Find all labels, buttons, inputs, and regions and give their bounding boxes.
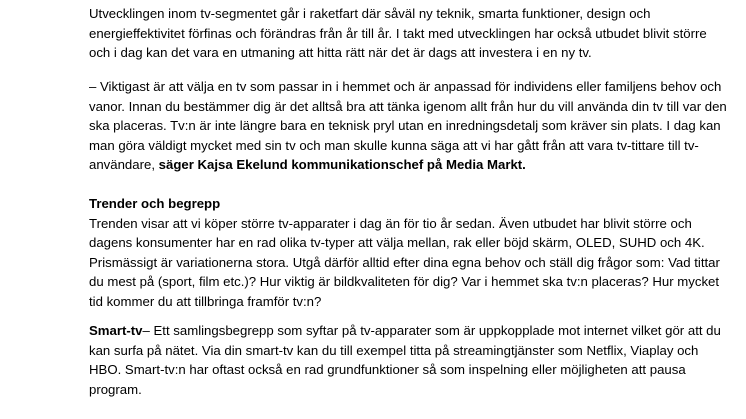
quote-text: – Viktigast är att välja en tv som passar in i hemmet och är anpassad för individens eller familjens behov och vanor. Innan du bestämmer dig är det alltså bra att tänka igenom allt från hur du vill använda din tv till var den ska placeras. Tv:n är inte längre bara en teknisk pryl utan en inredningsdetalj som kräver sin plats. I dag kan man göra väldigt mycket med sin tv och man skulle kunna säga att vi har gått från att vara tv-tittare till tv-användare, <box>89 79 727 172</box>
quote-paragraph <box>89 77 729 175</box>
smart-tv-definition: – Ett samlingsbegrepp som syftar på tv-apparater som är uppkopplade mot internet vilket gör att du kan surfa på nätet. Via din smart-tv kan du till exempel titta på streamingtjänster som Netflix, Viaplay och HBO. Smart-tv:n har oftast också en rad grundfunktioner så som inspelning eller möjligheten att pausa program. <box>89 323 721 397</box>
trends-heading-text: Trender och begrepp <box>89 196 221 211</box>
intro-paragraph: Utvecklingen inom tv-segmentet går i raketfart där såväl ny teknik, smarta funktioner, design och energieffektivitet förfinas och förändras från år till år. I takt med utvecklingen har också utbudet blivit större och i dag kan det vara en utmaning att hitta rätt när det är dags att investera i en ny tv. <box>89 6 707 60</box>
smart-tv-paragraph <box>89 321 729 399</box>
trends-heading <box>89 194 729 214</box>
quote-attribution: säger Kajsa Ekelund kommunikationschef på Media Markt. <box>158 157 526 172</box>
document-page <box>89 0 729 399</box>
smart-tv-term: Smart-tv <box>89 323 143 338</box>
trends-paragraph: Trenden visar att vi köper större tv-apparater i dag än för tio år sedan. Även utbudet har blivit större och dagens konsumenter har en rad olika tv-typer att välja mellan, rak eller böjd skärm, OLED, SUHD och 4K. Prismässigt är variationerna stora. Utgå därför alltid efter dina egna behov och ställ dig frågor som: Vad tittar du mest på (sport, film etc.)? Hur viktig är bildkvaliteten för dig? Var i hemmet ska tv:n placeras? Hur mycket tid kommer du att tillbringa framför tv:n? <box>89 215 720 309</box>
